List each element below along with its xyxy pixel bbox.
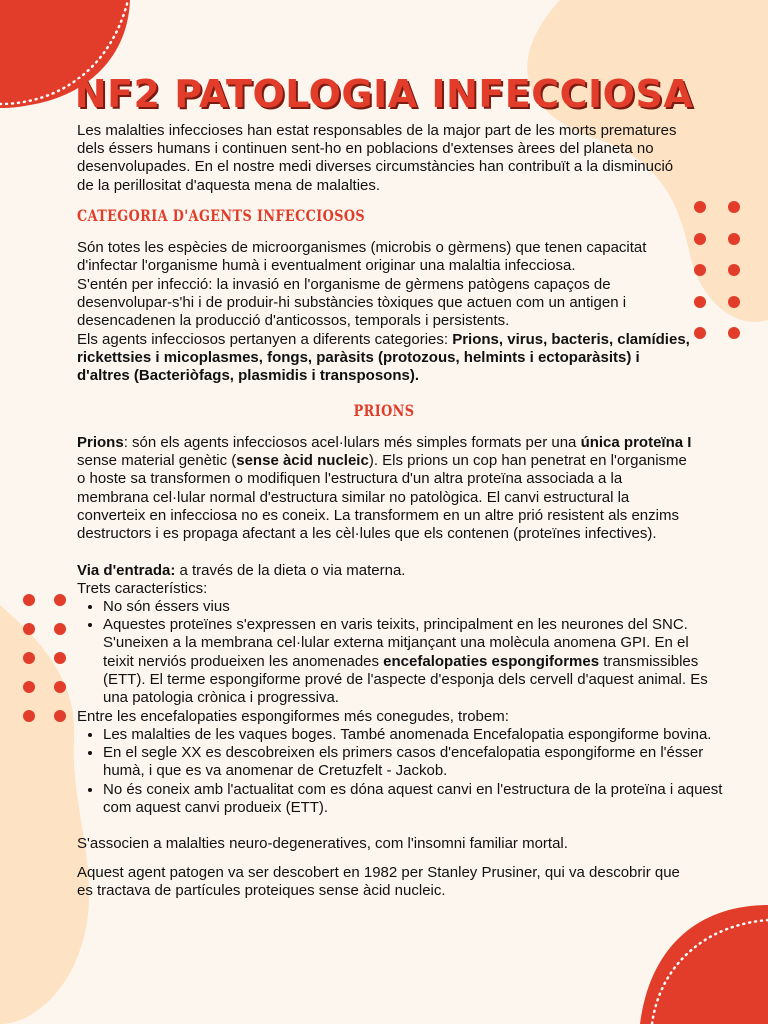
prions-text-2: sense material genètic ( bbox=[77, 452, 237, 470]
via-entrada-label: Via d'entrada: bbox=[77, 562, 176, 579]
categories-list-bold: Prions, virus, bacteris, clamídies, rickettsies i micoplasmes, fongs, paràsits (protozous, helmints i ectoparàsits) i d'altres (Bacteriòfags, plasmidis i transposons). bbox=[77, 331, 690, 385]
categories-paragraph-1: Són totes les espècies de microorganismes (microbis o gèrmens) que tenen capacitat d'infectar l'organisme humà i eventualment originar una malaltia infecciosa. bbox=[77, 239, 647, 275]
association-paragraph: S'associen a malalties neuro-degeneratives, com l'insomni familiar mortal. bbox=[77, 835, 568, 852]
section-heading-prions: PRIONS bbox=[353, 401, 415, 420]
prions-paragraph bbox=[77, 434, 692, 543]
prions-bold-no-nucleic: sense àcid nucleic bbox=[236, 452, 369, 470]
list-item: • No és coneix amb l'actualitat com es dóna aquest canvi en l'estructura de la proteïna i aquest com aquest canvi produeix (ETT). bbox=[103, 781, 723, 817]
known-list bbox=[77, 726, 723, 817]
traits2-text-c: transmissibles (ETT). El terme espongiforme prové de l'aspecte d'esponja dels cervell d'aquest animal. Es una patologia crònica i progressiva. bbox=[103, 652, 708, 707]
prions-text-1: : són els agents infecciosos acel·lulars més simples formats per una bbox=[123, 434, 581, 451]
traits2-text-a: Aquestes proteïnes s'expressen en varis teixits, principalment en les neurones del SNC. S'uneixen a la membrana cel·lular externa mitjançant una molècula anomena GPI. En el teixit nerviós produeixen les anomenades bbox=[103, 616, 689, 670]
categories-paragraph-2: S'entén per infecció: la invasió en l'organisme de gèrmens patògens capaços de desenvolupar-s'hi i de produir-hi substàncies tòxiques que actuen com un antigen i desencadenen la producció d'anticossos, temporals i persistents. bbox=[77, 276, 627, 330]
prions-text-3: ). Els prions un cop han penetrat en l'organisme o hoste sa transformen o modifiquen l'estructura d'un altra proteïna associada a la membrana cel·lular normal d'estructura similar no patològica. El canvi estructural la converteix en infecciosa no es coneix. La transformem en un altre prió resistent als enzims destructors i es propaga afectant a les cèl·lules que els contenen (proteïnes infectives). bbox=[77, 452, 687, 543]
page-title: NF2 PATOLOGIA INFECCIOSA bbox=[74, 72, 694, 116]
section-heading-categories: CATEGORIA D'AGENTS INFECCIOSOS bbox=[77, 206, 366, 225]
list-item: • En el segle XX es descobreixen els primers casos d'encefalopatia espongiforme en l'ésser humà, i que es va anomenar de Cretuzfelt - Jackob. bbox=[103, 744, 723, 780]
traits2-bold: encefalopaties espongiformes bbox=[383, 652, 600, 670]
via-entrada-text: a través de la dieta o via materna. bbox=[175, 562, 406, 579]
prions-term: Prions bbox=[77, 434, 124, 451]
via-entrada bbox=[77, 562, 692, 580]
known-label: Entre les encefalopaties espongiformes més conegudes, trobem: bbox=[77, 708, 509, 725]
categories-paragraph-3 bbox=[77, 331, 692, 386]
categories-intro-text: Els agents infecciosos pertanyen a diferents categories: bbox=[77, 331, 453, 348]
intro-paragraph: Les malalties infeccioses han estat responsables de la major part de les morts prematures dels éssers humans i continuen sent-ho en poblacions d'extenses àrees del planeta no desenvolupades. En el nostre medi diverses circumstàncies han contribuït a la disminució de la perillositat d'aquesta mena de malalties. bbox=[77, 122, 677, 194]
prions-bold-protein: única proteïna I bbox=[580, 434, 692, 451]
list-item: • Les malalties de les vaques boges. També anomenada Encefalopatia espongiforme bovina. bbox=[103, 726, 723, 744]
discovery-paragraph: Aquest agent patogen va ser descobert en 1982 per Stanley Prusiner, qui va descobrir que es tractava de partícules proteiques sense àcid nucleic. bbox=[77, 864, 680, 900]
traits-label: Trets característics: bbox=[77, 580, 208, 597]
list-item: • No són éssers vius bbox=[103, 598, 723, 616]
traits-list bbox=[77, 598, 723, 707]
list-item bbox=[103, 616, 723, 707]
